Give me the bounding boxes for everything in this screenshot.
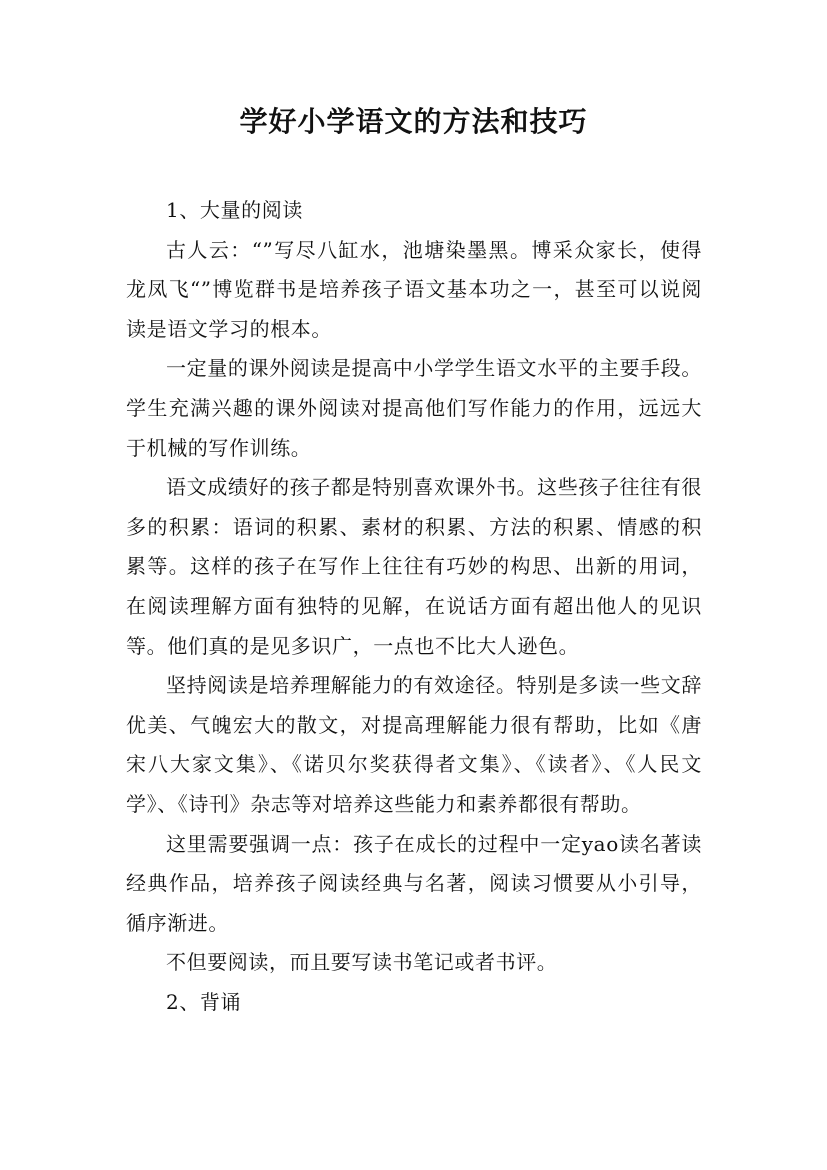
section-heading-recitation: 2、背诵 xyxy=(166,989,242,1014)
document-title: 学好小学语文的方法和技巧 xyxy=(239,105,588,138)
document-body xyxy=(126,191,702,1022)
section-heading-reading: 1、大量的阅读 xyxy=(166,198,303,222)
paragraph: 一定量的课外阅读是提高中小学学生语文水平的主要手段。学生充满兴趣的课外阅读对提高他们写作能力的作用，远远大于机械的写作训练。 xyxy=(126,356,702,460)
paragraph: 坚持阅读是培养理解能力的有效途径。特别是多读一些文辞优美、气魄宏大的散文，对提高理解能力很有帮助，比如《唐宋八大家文集》、《诺贝尔奖获得者文集》、《读者》、《人民文学》、《诗刊》杂志等对培养这些能力和素养都很有帮助。 xyxy=(126,673,702,816)
paragraph: 不但要阅读，而且要写读书笔记或者书评。 xyxy=(166,950,558,975)
paragraph: 古人云：“”写尽八缸水，池塘染墨黑。博采众家长，使得龙凤飞“”博览群书是培养孩子语文基本功之一，甚至可以说阅读是语文学习的根本。 xyxy=(126,237,702,341)
paragraph: 这里需要强调一点：孩子在成长的过程中一定yao读名著读经典作品，培养孩子阅读经典与名著，阅读习惯要从小引导，循序渐进。 xyxy=(126,831,702,935)
paragraph: 语文成绩好的孩子都是特别喜欢课外书。这些孩子往往有很多的积累：语词的积累、素材的积累、方法的积累、情感的积累等。这样的孩子在写作上往往有巧妙的构思、出新的用词，在阅读理解方面有独特的见解，在说话方面有超出他人的见识等。他们真的是见多识广，一点也不比大人逊色。 xyxy=(126,475,702,658)
